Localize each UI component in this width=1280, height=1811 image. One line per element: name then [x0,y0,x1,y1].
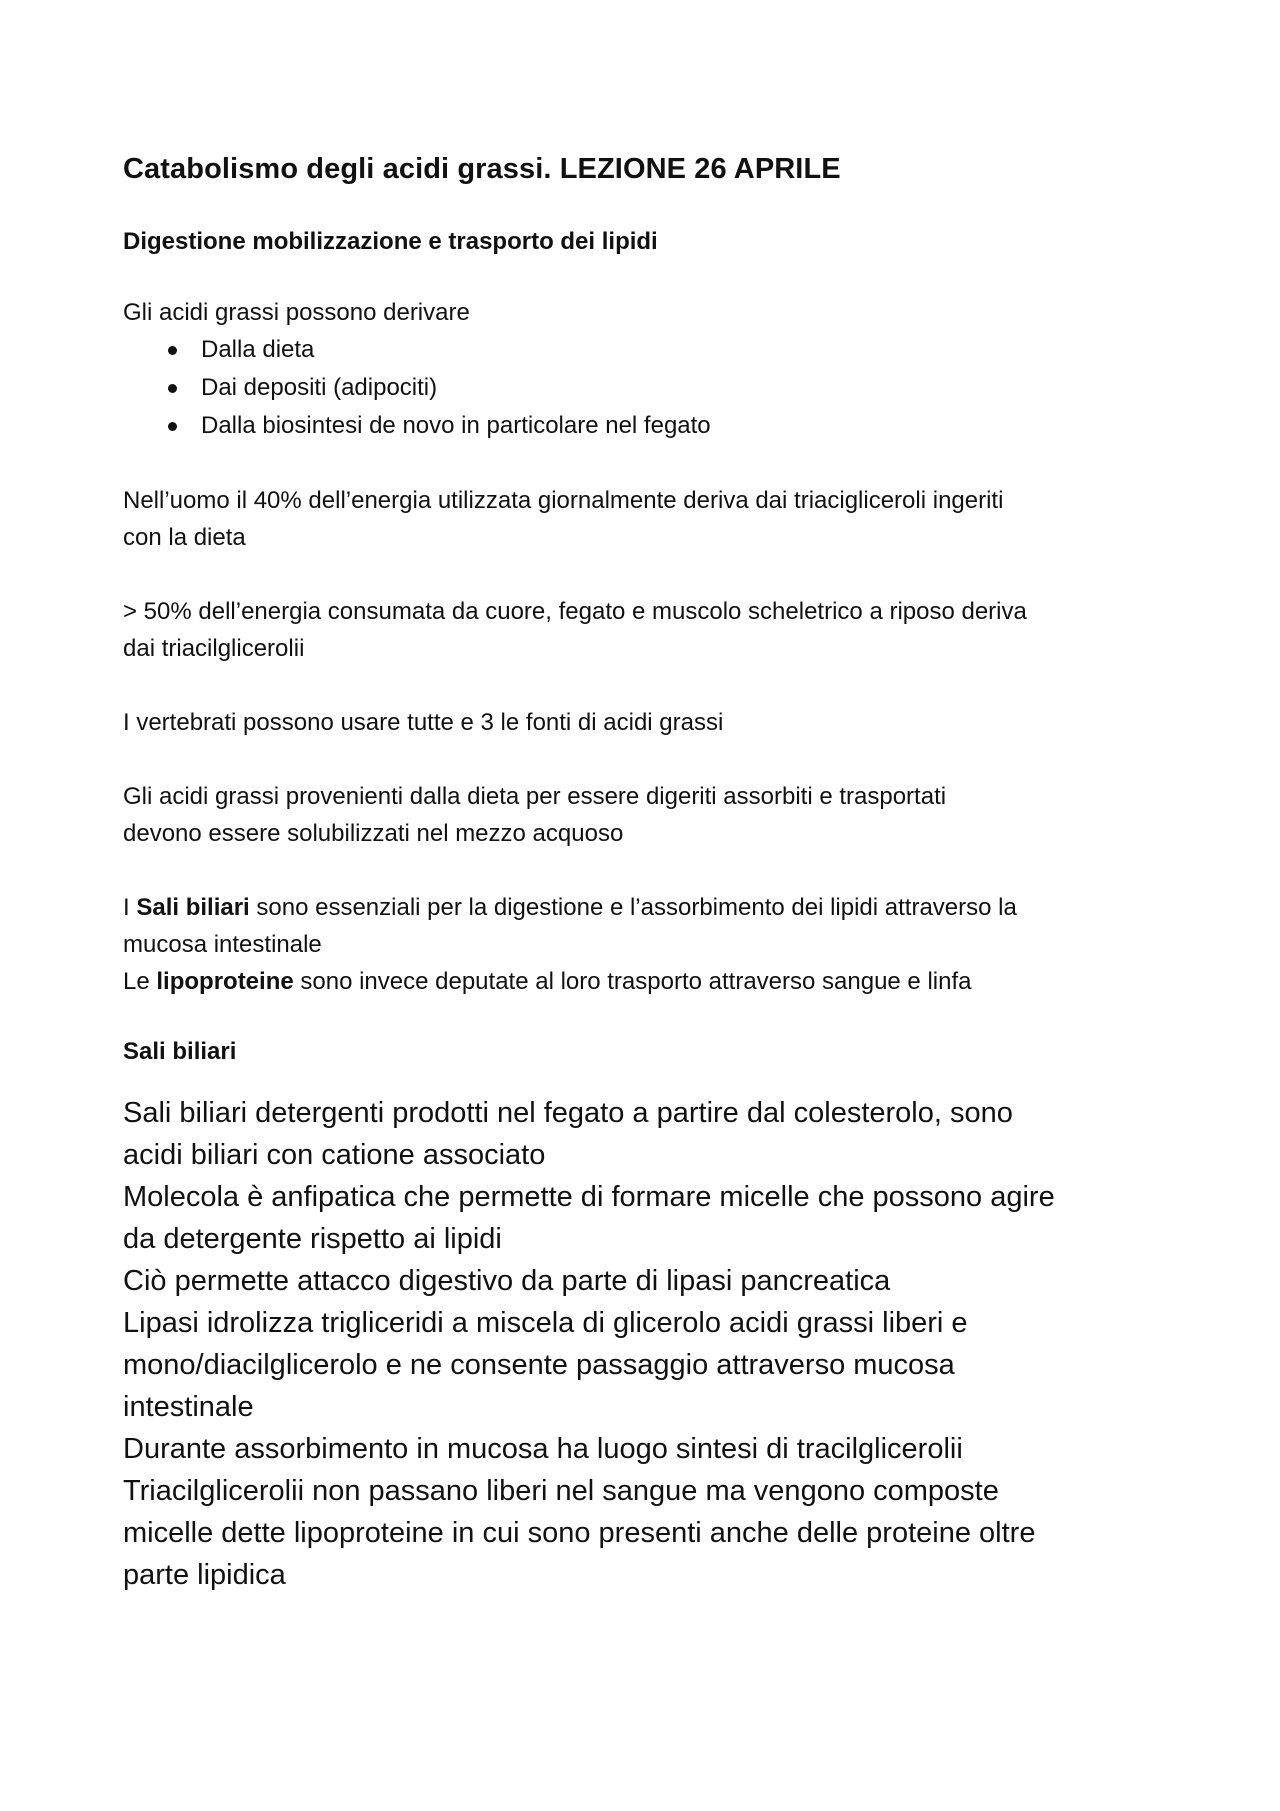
bullet-icon [168,346,177,355]
notes-line: acidi biliari con catione associato [123,1138,546,1171]
notes-line: Triacilglicerolii non passano liberi nel sangue ma vengono composte [123,1474,999,1507]
bullet-icon [168,422,177,431]
notes-line: Molecola è anfipatica che permette di formare micelle che possono agire [123,1180,1055,1213]
document-content [123,152,1183,1596]
notes-line: Lipasi idrolizza trigliceridi a miscela di glicerolo acidi grassi liberi e [123,1306,968,1339]
document-title: Catabolismo degli acidi grassi. LEZIONE 26 APRILE [123,153,841,185]
paragraph-energy-40: Nell’uomo il 40% dell’energia utilizzata giornalmente deriva dai triacigliceroli ingeriti con la dieta [123,486,1004,551]
paragraph-solubilizzati: Gli acidi grassi provenienti dalla dieta per essere digeriti assorbiti e trasportati devono essere solubilizzati nel mezzo acquoso [123,782,947,847]
notes-line: Ciò permette attacco digestivo da parte di lipasi pancreatica [123,1264,891,1297]
section-heading-sali-biliari: Sali biliari [123,1037,237,1065]
notes-line: parte lipidica [123,1558,286,1591]
list-item: Dalla biosintesi de novo in particolare nel fegato [123,407,1183,445]
section-heading-digestione: Digestione mobilizzazione e trasporto dei lipidi [123,227,658,255]
paragraph-sali-biliari: I Sali biliari sono essenziali per la digestione e l’assorbimento dei lipidi attraverso la mucosa intestinale [123,893,1017,958]
notes-line: Durante assorbimento in mucosa ha luogo sintesi di tracilglicerolii [123,1432,963,1465]
notes-line: micelle dette lipoproteine in cui sono presenti anche delle proteine oltre [123,1516,1036,1549]
sources-list [123,331,1183,445]
bullet-icon [168,384,177,393]
paragraph-vertebrati: I vertebrati possono usare tutte e 3 le fonti di acidi grassi [123,708,724,736]
notes-line: mono/diacilglicerolo e ne consente passaggio attraverso mucosa [123,1348,955,1381]
bold-term-lipoproteine: lipoproteine [156,967,294,995]
notes-line: intestinale [123,1390,254,1423]
notes-line: da detergente rispetto ai lipidi [123,1222,502,1255]
paragraph-lipoproteine: Le lipoproteine sono invece deputate al loro trasporto attraverso sangue e linfa [123,967,972,995]
list-item: Dai depositi (adipociti) [123,369,1183,407]
sali-biliari-notes [123,1092,1183,1596]
bold-term-sali-biliari: Sali biliari [136,893,250,921]
intro-text: Gli acidi grassi possono derivare [123,298,470,326]
list-item: Dalla dieta [123,331,1183,369]
paragraph-energy-50: > 50% dell’energia consumata da cuore, fegato e muscolo scheletrico a riposo deriva dai triacilglicerolii [123,597,1027,662]
notes-line: Sali biliari detergenti prodotti nel fegato a partire dal colesterolo, sono [123,1096,1013,1129]
